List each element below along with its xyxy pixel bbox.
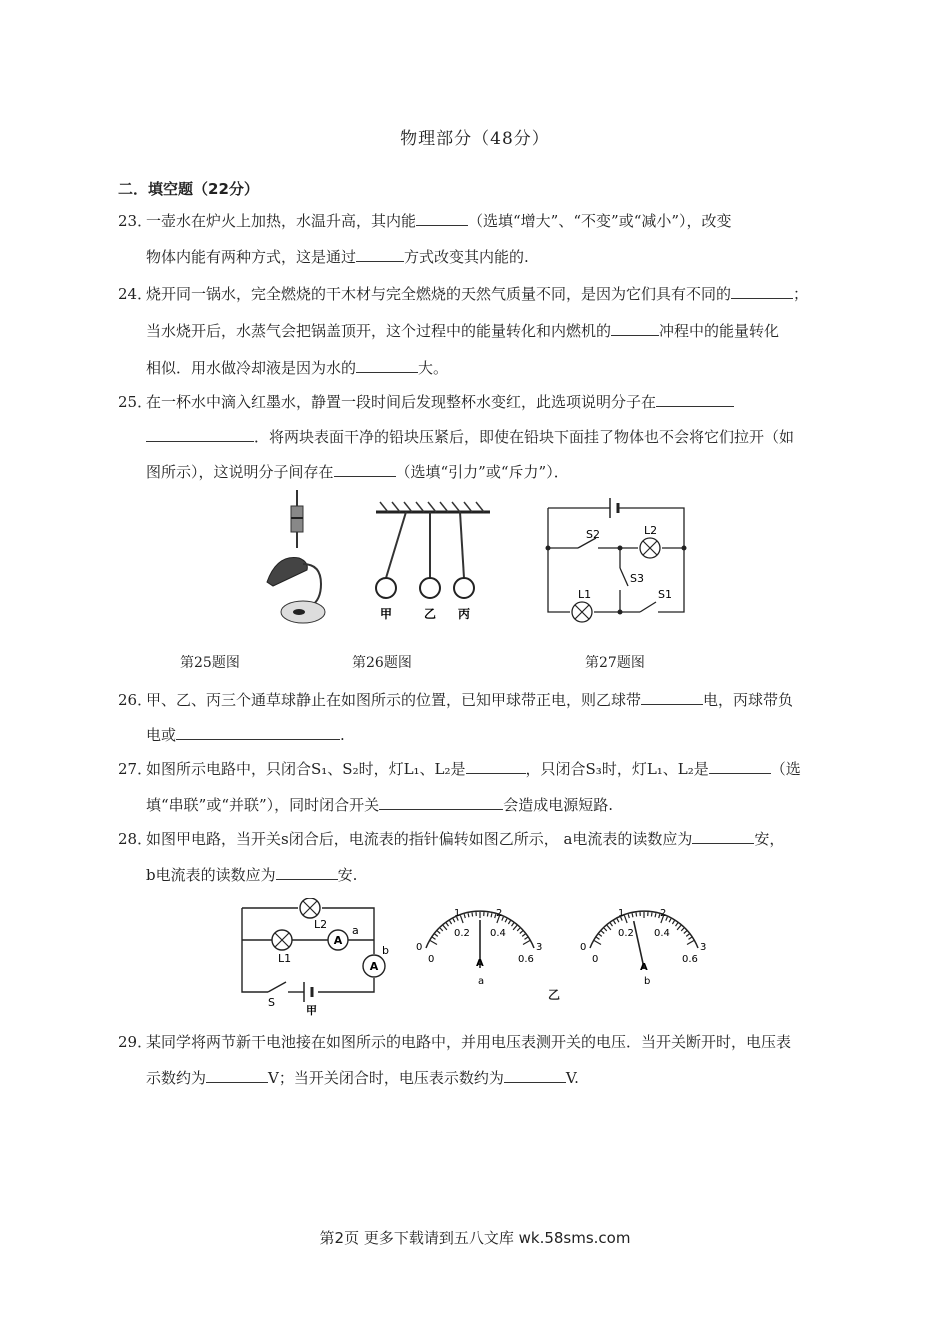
fig26-label-bing: 丙	[457, 607, 471, 621]
meter-a-bottom-04: 0.4	[490, 928, 506, 939]
figure-26-balls	[372, 498, 494, 626]
meter-b-tick	[686, 934, 689, 937]
fig28-label-l2: L2	[314, 918, 328, 931]
meter-a-tick	[522, 934, 525, 937]
q25-text-2b: ．将两块表面干净的铅块压紧后，即使在铅块下面挂了物体也不会将它们拉开（如	[254, 428, 795, 446]
fig27-label-s2: S2	[586, 528, 600, 541]
q29-text-2c: V.	[565, 1069, 579, 1087]
q27-text-2a: 填“串联”或“并联”），同时闭合开关	[146, 796, 380, 814]
fig28-wire-bottom-right	[318, 978, 374, 992]
section-heading: 二．填空题（22分）	[118, 180, 259, 198]
q28-text-2b: 安.	[337, 866, 358, 884]
q23-text-1b: （选填“增大”、“不变”或“减小”），改变	[468, 212, 732, 230]
meter-a-tick	[525, 937, 528, 939]
q26-text-2b: .	[340, 726, 345, 744]
meter-a-tick	[523, 941, 530, 945]
q29-blank-2[interactable]	[504, 1068, 566, 1083]
meter-b-tick	[655, 913, 656, 917]
meter-a-tick	[468, 913, 469, 917]
meter-a-tick	[513, 925, 517, 930]
q24-line2	[146, 320, 779, 341]
q27-line1	[118, 758, 801, 779]
q28-blank-1[interactable]	[692, 829, 754, 844]
q27-text-1b: ，只闭合S₃时，灯L₁、L₂是	[525, 760, 709, 778]
figure-28-meter-a	[410, 898, 550, 994]
q29-text-2b: V；当开关闭合时，电压表示数约为	[268, 1069, 504, 1087]
q24-text-1b: ；	[793, 285, 809, 303]
q28-text-1b: 安，	[754, 830, 785, 848]
figure-25-lead-blocks	[255, 488, 335, 628]
q29-number: 29．	[118, 1033, 153, 1051]
q26-line1	[118, 689, 793, 710]
q28-text-2a: b电流表的读数应为	[146, 866, 276, 884]
meter-b-tick	[614, 921, 616, 924]
q25-blank-1a[interactable]	[656, 392, 734, 407]
meter-a-tick	[453, 919, 455, 923]
meter-b-tick	[651, 913, 652, 917]
fig25-caption: 第25题图	[180, 655, 240, 671]
meter-a-tick	[437, 931, 440, 934]
q25-number: 25．	[118, 393, 153, 411]
meter-a-bottom-06: 0.6	[518, 954, 534, 965]
meter-b-bottom-06: 0.6	[682, 954, 698, 965]
q23-blank-2[interactable]	[356, 247, 404, 262]
q23-text-1a: 一壶水在炉火上加热，水温升高，其内能	[146, 212, 417, 230]
meter-a-tick	[440, 928, 443, 931]
q23-text-2b: 方式改变其内能的.	[404, 248, 529, 266]
meter-a-tick	[432, 937, 435, 939]
fig27-label-s1: S1	[658, 588, 672, 601]
q25-line1	[118, 391, 734, 412]
meter-b-tick	[687, 941, 694, 945]
meter-a-tick	[505, 919, 507, 923]
meter-b-bottom-0: 0	[592, 954, 599, 965]
fig26-label-jia: 甲	[379, 607, 393, 621]
q25-text-3a: 图所示），这说明分子间存在	[146, 463, 334, 481]
meter-a-tick	[430, 941, 437, 945]
meter-b-bottom-02: 0.2	[618, 928, 634, 939]
meter-b-tick	[607, 925, 611, 930]
q24-blank-3[interactable]	[356, 358, 418, 373]
q24-text-3b: 大。	[418, 359, 449, 377]
figure-28-circuit-jia	[234, 898, 394, 1016]
meter-a-bottom-0: 0	[428, 954, 435, 965]
meter-b-tick	[676, 923, 678, 926]
q26-number: 26．	[118, 691, 153, 709]
q27-text-1c: （选	[770, 760, 801, 778]
meter-b-tick	[624, 915, 627, 923]
q29-text-1a: 某同学将两节新干电池接在如图所示的电路中，并用电压表测开关的电压．当开关断开时，电压表	[146, 1033, 792, 1051]
meter-b-tick	[610, 923, 612, 926]
q24-text-3a: 相似．用水做冷却液是因为水的	[146, 359, 357, 377]
fig28-label-a: a	[352, 924, 359, 937]
q26-blank-1[interactable]	[641, 690, 703, 705]
meter-b-tick	[684, 931, 687, 934]
fig26-thread-jia	[386, 512, 406, 578]
fig28-label-yi: 乙	[548, 988, 561, 1002]
meter-a-top-1: 1	[454, 908, 461, 919]
q24-text-2b: 冲程中的能量转化	[659, 322, 780, 340]
meter-a-tick	[446, 923, 448, 926]
meter-b-top-0: 0	[580, 942, 587, 953]
q25-blank-2[interactable]	[334, 462, 396, 477]
q23-line1	[118, 210, 732, 231]
meter-a-tick	[508, 921, 510, 924]
meter-b-tick	[599, 934, 602, 937]
meter-a-tick	[472, 913, 473, 917]
q28-line1	[118, 828, 784, 849]
fig27-node-1	[546, 546, 551, 551]
fig27-switch-s1	[640, 602, 656, 612]
fig28-label-b: b	[382, 944, 389, 957]
meter-a-tick	[520, 931, 523, 934]
q25-text-3b: （选填“引力”或“斥力”）．	[395, 463, 569, 481]
meter-b-tick	[672, 921, 674, 924]
q25-text-1a: 在一杯水中滴入红墨水，静置一段时间后发现整杯水变红，此选项说明分子在	[146, 393, 657, 411]
fig27-label-s3: S3	[630, 572, 644, 585]
meter-a-label: a	[478, 976, 485, 987]
q24-blank-1[interactable]	[731, 284, 793, 299]
fig28-switch	[268, 982, 286, 992]
q23-text-2a: 物体内能有两种方式，这是通过	[146, 248, 357, 266]
q28-blank-2[interactable]	[276, 865, 338, 880]
meter-a-tick	[464, 914, 465, 918]
q27-number: 27．	[118, 760, 153, 778]
q24-blank-2[interactable]	[611, 321, 659, 336]
fig25-base-hole	[293, 609, 305, 615]
q27-line2	[146, 794, 613, 815]
fig28-label-jia: 甲	[306, 1004, 317, 1016]
q27-text-2b: 会造成电源短路.	[503, 796, 613, 814]
meter-a-bottom-02: 0.2	[454, 928, 470, 939]
meter-b-tick	[689, 937, 692, 939]
meter-a-tick	[517, 928, 520, 931]
fig26-caption: 第26题图	[352, 655, 412, 671]
meter-b-tick	[601, 931, 604, 934]
fig27-node-2	[682, 546, 687, 551]
meter-a-tick	[487, 913, 488, 917]
meter-b-label: b	[644, 976, 651, 987]
meter-a-top-3: 3	[536, 942, 543, 953]
meter-b-ticks	[594, 912, 694, 945]
meter-b-tick	[677, 925, 681, 930]
fig28-wire-top-right	[322, 908, 374, 954]
meter-b-tick	[604, 928, 607, 931]
fig27-node-4	[618, 610, 623, 615]
meter-b-tick	[596, 937, 599, 939]
q29-blank-1[interactable]	[206, 1068, 268, 1083]
meter-b-tick	[594, 941, 601, 945]
q26-line2	[146, 724, 345, 745]
meter-b-tick	[628, 914, 629, 918]
fig28-ammeter-b-symbol: A	[369, 960, 379, 973]
fig25-lamp-shade	[267, 558, 307, 587]
fig28-wire-left	[242, 908, 268, 992]
fig27-caption: 第27题图	[585, 655, 645, 671]
meter-b-top-2: 2	[660, 908, 667, 919]
meter-a-top-0: 0	[416, 942, 423, 953]
meter-a-tick	[460, 915, 463, 923]
meter-b-tick	[636, 913, 637, 917]
q24-text-2a: 当水烧开后，水蒸气会把锅盖顶开，这个过程中的能量转化和内燃机的	[146, 322, 612, 340]
fig28-label-l1: L1	[278, 952, 292, 965]
q23-blank-1[interactable]	[416, 211, 468, 226]
q23-number: 23．	[118, 212, 153, 230]
meter-b-tick	[669, 919, 671, 923]
meter-b-tick	[681, 928, 684, 931]
page-title: 物理部分（48分）	[400, 129, 550, 149]
fig26-ball-jia	[376, 578, 396, 598]
fig26-ball-yi	[420, 578, 440, 598]
q27-blank-2[interactable]	[709, 759, 771, 774]
fig27-label-l2: L2	[644, 524, 658, 537]
meter-b-tick	[632, 913, 633, 917]
meter-b-top-1: 1	[618, 908, 625, 919]
meter-a-symbol: A	[476, 958, 484, 969]
q25-blank-1b[interactable]	[146, 427, 254, 442]
q23-line2	[146, 246, 529, 267]
q24-number: 24．	[118, 285, 153, 303]
q27-blank-3[interactable]	[379, 795, 503, 810]
figure-28-meter-b	[574, 898, 714, 994]
fig26-thread-bing	[460, 512, 464, 578]
meter-b-top-3: 3	[700, 942, 707, 953]
fig26-ball-bing	[454, 578, 474, 598]
fig28-ammeter-a-symbol: A	[333, 934, 343, 947]
q26-text-1a: 甲、乙、丙三个通草球静止在如图所示的位置，已知甲球带正电，则乙球带	[146, 691, 642, 709]
q28-text-1a: 如图甲电路，当开关s闭合后，电流表的指针偏转如图乙所示， a电流表的读数应为	[146, 830, 693, 848]
q26-blank-2[interactable]	[176, 725, 340, 740]
meter-a-top-2: 2	[496, 908, 503, 919]
q24-line1	[118, 283, 808, 304]
fig26-label-yi: 乙	[423, 607, 437, 621]
meter-b-bottom-04: 0.4	[654, 928, 670, 939]
fig28-label-s: S	[268, 996, 275, 1009]
meter-b-needle	[634, 921, 644, 968]
meter-a-tick	[443, 925, 447, 930]
meter-a-tick	[512, 923, 514, 926]
fig27-node-3	[618, 546, 623, 551]
q24-line3	[146, 357, 448, 378]
figure-27-circuit	[540, 494, 690, 628]
q29-line2	[146, 1067, 579, 1088]
q28-number: 28．	[118, 830, 153, 848]
q29-line1	[118, 1031, 791, 1052]
fig27-switch-s3	[620, 568, 628, 586]
q26-text-2a: 电或	[146, 726, 177, 744]
meter-b-symbol: A	[640, 962, 648, 973]
q27-text-1a: 如图所示电路中，只闭合S₁、S₂时，灯L₁、L₂是	[146, 760, 466, 778]
meter-a-tick	[435, 934, 438, 937]
meter-b-tick	[617, 919, 619, 923]
meter-a-tick	[450, 921, 452, 924]
fig27-label-l1: L1	[578, 588, 592, 601]
q25-line3	[146, 461, 569, 482]
q29-text-2a: 示数约为	[146, 1069, 207, 1087]
page-footer: 第2页 更多下载请到五八文库 wk.58sms.com	[319, 1229, 631, 1247]
q27-blank-1[interactable]	[466, 759, 526, 774]
fig27-wire-left	[548, 508, 570, 612]
q25-line2	[146, 426, 794, 447]
meter-a-tick	[491, 913, 492, 917]
q26-text-1b: 电，丙球带负	[703, 691, 794, 709]
q28-line2	[146, 864, 357, 885]
q24-text-1a: 烧开同一锅水，完全燃烧的干木材与完全燃烧的天然气质量不同，是因为它们具有不同的	[146, 285, 732, 303]
